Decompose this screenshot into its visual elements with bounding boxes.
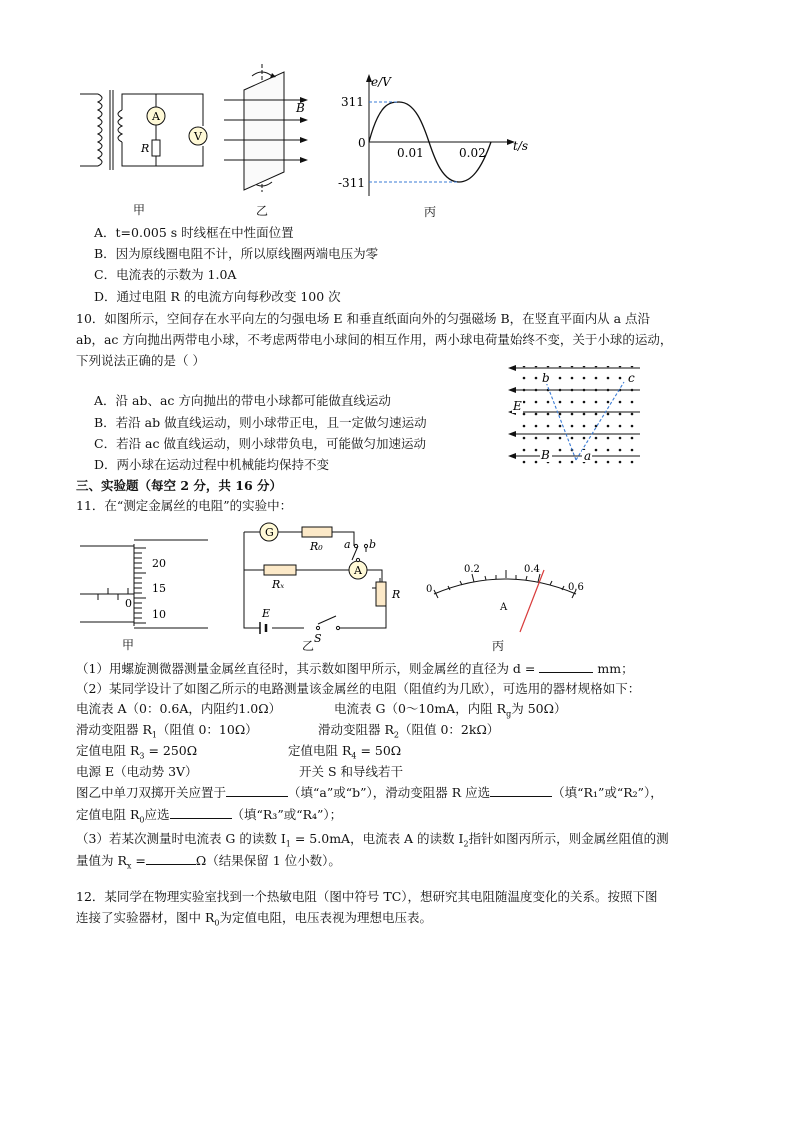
equipment-resistor-r3: 定值电阻 $R_3 = 250\Omega$ [76,743,198,761]
q11-part3-line1: （3）若某次测量时电流表 G 的读数 $I_1 = 5.0mA$，电流表 A 的读数 $I_2$指针如图丙所示，则金属丝阻值的测 [76,831,669,849]
switch-b-label: b [369,538,377,551]
q9-option-a: A．t=0.005 s 时线框在中性面位置 [94,225,294,240]
figure-caption-yi-2: 乙 [302,639,315,653]
answer-blank-resistance[interactable] [146,852,196,865]
y-max-label: 311 [341,95,364,109]
equipment-rheostat-r1: 滑动变阻器 $R_1$（阻值 0：10Ω） [76,722,258,740]
ammeter-label: A [152,110,160,123]
q12-stem-line1: 12．某同学在物理实验室找到一个热敏电阻（图中符号 TC），想研究其电阻随温度变化的关系。按照下图 [76,889,658,904]
answer-blank-switch[interactable] [226,784,288,797]
dial-tick-04: 0.4 [524,564,540,575]
r0-label: R₀ [310,540,323,553]
answer-blank-fixed-resistor[interactable] [170,806,232,819]
micrometer-zero: 0 [125,597,132,610]
transformer-circuit-figure [70,80,220,180]
figure-caption-jia: 甲 [133,203,146,217]
q9-option-b: B．因为原线圈电阻不计，所以原线圈两端电压为零 [94,246,379,261]
measurement-circuit-figure [232,520,412,645]
rheostat-label: R [392,588,401,601]
answer-blank-rheostat[interactable] [490,784,552,797]
equipment-galvanometer-g: 电流表 G（0～10mA，内阻 $R_g$为 50Ω） [334,701,567,719]
figure-caption-jia-2: 甲 [122,638,135,652]
switch-a-label: a [344,538,351,551]
equipment-ammeter-a: 电流表 A（0：0.6A，内阻约1.0Ω） [76,701,282,716]
q10-stem-line2: ab，ac 方向抛出两带电小球，不考虑两带电小球间的相互作用，两小球电荷量始终不变，关于小球的运动， [76,332,673,347]
field-e-label: E [513,399,522,413]
origin-label: 0 [358,136,366,150]
equipment-rheostat-r2: 滑动变阻器 $R_2$（阻值 0：2kΩ） [318,722,500,740]
q10-option-c: C．若沿 ac 做直线运动，则小球带负电，可能做匀加速运动 [94,436,426,451]
x-tick-002: 0.02 [459,146,486,160]
dial-tick-0: 0 [426,584,433,595]
micrometer-tick-15: 15 [152,582,166,595]
micrometer-tick-20: 20 [152,557,166,570]
q9-option-c: C．电流表的示数为 1.0A [94,267,237,282]
equipment-switch: 开关 S 和导线若干 [299,764,404,779]
q10-stem-line1: 10．如图所示，空间存在水平向左的匀强电场 E 和垂直纸面向外的匀强磁场 B，在竖直平面内从 a 点沿 [76,311,651,326]
figure-caption-bing-2: 丙 [492,639,505,653]
switch-s-label: S [314,632,322,645]
equipment-resistor-r4: 定值电阻 $R_4 = 50\Omega$ [288,743,402,761]
rx-label: Rₓ [272,578,285,591]
source-label: E [262,607,271,620]
q10-option-b: B．若沿 ab 做直线运动，则小球带正电，且一定做匀速运动 [94,415,427,430]
answer-blank-diameter[interactable] [539,660,593,673]
micrometer-figure [78,534,208,634]
ammeter-circuit-label: A [354,564,362,577]
q11-part2: （2）某同学设计了如图乙所示的电路测量该金属丝的电阻（阻值约为几欧），可选用的器材规格如下： [76,681,641,696]
dial-unit-label: A [500,602,508,613]
q9-option-d: D．通过电阻 R 的电流方向每秒改变 100 次 [94,289,341,304]
micrometer-tick-10: 10 [152,608,166,621]
q11-fill-line2: 定值电阻 $R_0$应选 （填“R₃”或“R₄”）； [76,807,343,825]
rotating-coil-figure [222,62,322,197]
q11-stem: 11．在“测定金属丝的电阻”的实验中： [76,498,293,513]
equipment-source: 电源 E（电动势 3V） [76,764,198,779]
figure-caption-yi: 乙 [256,204,269,218]
q10-option-d: D．两小球在运动过程中机械能均保持不变 [94,457,330,472]
galvanometer-label: G [265,526,274,539]
point-b-label: b [542,371,550,385]
figure-caption-bing: 丙 [424,205,437,219]
y-min-label: -311 [338,176,365,190]
q11-fill-line1: 图乙中单刀双掷开关应置于 （填“a”或“b”），滑动变阻器 R 应选 （填“R₁”或“R₂”）， [76,785,663,800]
point-a-label: a [584,449,592,463]
q11-part3-line2: 量值为 $R_x = \Omega$（结果保留 1 位小数）。 [76,853,341,871]
q12-stem-line2: 连接了实验器材，图中 $R_0$为定值电阻，电压表视为理想电压表。 [76,910,432,928]
voltmeter-label: V [194,130,202,143]
dial-tick-02: 0.2 [464,564,480,575]
x-axis-label: t/s [513,139,529,153]
magnetic-field-label: B [296,101,305,115]
field-b-label: B [541,448,550,462]
emf-sine-graph [335,74,535,202]
section-three-heading: 三、实验题（每空 2 分，共 16 分） [76,478,283,493]
y-axis-label: e/V [371,75,391,89]
resistor-label: R [141,142,150,155]
ammeter-dial-figure [420,560,590,638]
dial-tick-06: 0.6 [568,582,584,593]
point-c-label: c [628,371,635,385]
q11-part1: （1）用螺旋测微器测量金属丝直径时，其示数如图甲所示，则金属丝的直径为 d = mm； [76,661,634,676]
x-tick-001: 0.01 [397,146,424,160]
field-region-figure [506,360,642,472]
q10-option-a: A．沿 ab、ac 方向抛出的带电小球都可能做直线运动 [94,393,391,408]
q10-stem-line3: 下列说法正确的是（ ） [76,353,205,368]
